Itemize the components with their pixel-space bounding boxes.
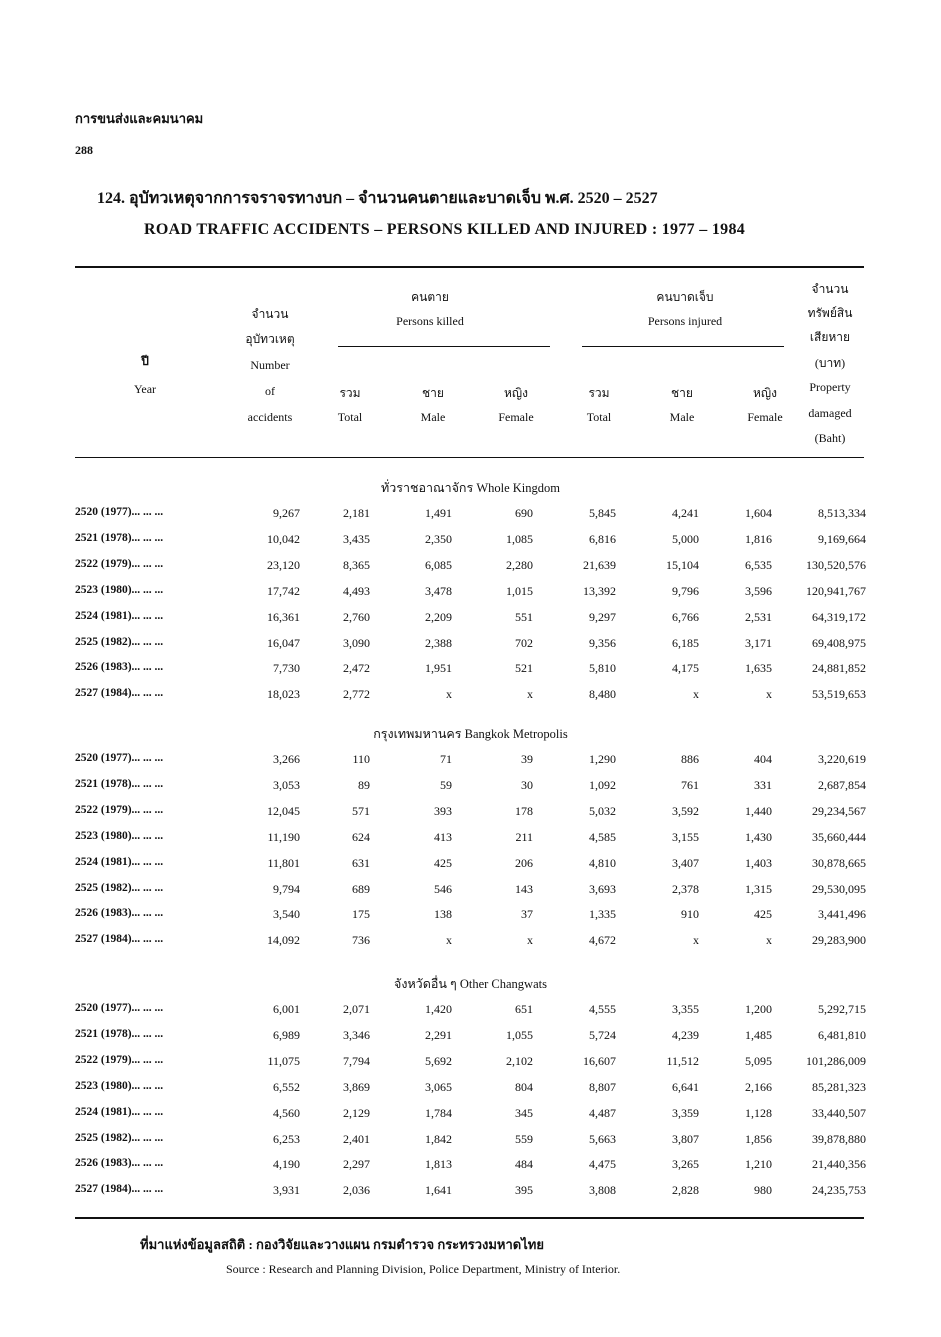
table-cell: 1,092 bbox=[589, 777, 616, 792]
table-cell: 9,794 bbox=[273, 881, 300, 896]
table-cell: 2,687,854 bbox=[818, 777, 866, 792]
table-cell: 18,023 bbox=[267, 687, 300, 702]
table-cell: 345 bbox=[515, 1105, 533, 1120]
table-cell: 2,350 bbox=[425, 531, 452, 546]
table-cell: 1,604 bbox=[745, 506, 772, 520]
table-cell: 30,878,665 bbox=[812, 855, 866, 870]
table-cell: 689 bbox=[352, 881, 370, 896]
table-cell: 571 bbox=[352, 803, 370, 818]
table-cell: 5,724 bbox=[589, 1027, 616, 1042]
table-cell: 39 bbox=[521, 752, 533, 766]
table-cell: 39,878,880 bbox=[812, 1131, 866, 1146]
table-cell: 1,440 bbox=[745, 803, 772, 818]
injured-female-en: Female bbox=[747, 410, 783, 424]
table-cell: 980 bbox=[754, 1183, 772, 1198]
table-cell: 5,845 bbox=[589, 506, 616, 520]
page-number: 288 bbox=[75, 143, 93, 157]
table-title-english: ROAD TRAFFIC ACCIDENTS – PERSONS KILLED AND INJURED : 1977 – 1984 bbox=[144, 221, 746, 238]
table-cell: 4,239 bbox=[672, 1027, 699, 1042]
property-header-en2: damaged bbox=[808, 406, 852, 420]
table-cell: 7,794 bbox=[343, 1053, 370, 1068]
table-cell: 3,065 bbox=[425, 1079, 452, 1094]
table-cell: 120,941,767 bbox=[806, 583, 866, 598]
table-cell: 3,478 bbox=[425, 583, 452, 598]
table-cell: 2,291 bbox=[425, 1027, 452, 1042]
table-cell: 29,530,095 bbox=[812, 881, 866, 896]
source-english: Source : Research and Planning Division, Police Department, Ministry of Interior. bbox=[226, 1262, 621, 1276]
table-cell: x bbox=[766, 933, 772, 948]
table-cell: 1,784 bbox=[425, 1105, 452, 1120]
table-cell: 30 bbox=[521, 777, 533, 792]
table-bottom-rule bbox=[75, 1217, 864, 1219]
row-year: 2525 (1982)... ... ... bbox=[75, 881, 164, 894]
table-cell: 886 bbox=[681, 752, 699, 766]
table-cell: 2,401 bbox=[343, 1131, 370, 1146]
table-cell: 6,766 bbox=[672, 609, 699, 624]
table-cell: 9,169,664 bbox=[818, 531, 866, 546]
table-cell: 2,181 bbox=[343, 506, 370, 520]
table-cell: 6,253 bbox=[273, 1131, 300, 1146]
table-cell: 17,742 bbox=[267, 583, 300, 598]
table-cell: 3,407 bbox=[672, 855, 699, 870]
killed-female-th: หญิง bbox=[504, 386, 528, 400]
table-cell: 624 bbox=[352, 829, 370, 844]
property-header-en1: Property bbox=[809, 380, 851, 394]
table-cell: 5,095 bbox=[745, 1053, 772, 1068]
source-thai: ที่มาแห่งข้อมูลสถิติ : กองวิจัยและวางแผน กรมตำรวจ กระทรวงมหาดไทย bbox=[140, 1237, 544, 1252]
table-cell: 1,335 bbox=[589, 907, 616, 922]
table-cell: 6,552 bbox=[273, 1079, 300, 1094]
table-cell: 175 bbox=[352, 907, 370, 922]
table-cell: x bbox=[527, 933, 533, 948]
table-cell: 910 bbox=[681, 907, 699, 922]
table-cell: x bbox=[527, 687, 533, 702]
table-cell: 6,085 bbox=[425, 557, 452, 572]
table-cell: 4,555 bbox=[589, 1002, 616, 1016]
table-cell: 16,361 bbox=[267, 609, 300, 624]
table-cell: 559 bbox=[515, 1131, 533, 1146]
table-cell: 1,085 bbox=[506, 531, 533, 546]
table-cell: 5,810 bbox=[589, 661, 616, 676]
table-cell: 2,472 bbox=[343, 661, 370, 676]
table-cell: 13,392 bbox=[583, 583, 616, 598]
table-cell: 5,663 bbox=[589, 1131, 616, 1146]
table-cell: 3,053 bbox=[273, 777, 300, 792]
table-cell: 2,102 bbox=[506, 1053, 533, 1068]
row-year: 2521 (1978)... ... ... bbox=[75, 777, 164, 790]
table-cell: 8,807 bbox=[589, 1079, 616, 1094]
injured-male-en: Male bbox=[669, 410, 695, 424]
table-cell: 15,104 bbox=[666, 557, 699, 572]
table-top-rule bbox=[75, 266, 864, 268]
table-cell: 395 bbox=[515, 1183, 533, 1198]
table-cell: 9,356 bbox=[589, 635, 616, 650]
table-cell: 4,672 bbox=[589, 933, 616, 948]
table-cell: 3,359 bbox=[672, 1105, 699, 1120]
table-cell: 3,155 bbox=[672, 829, 699, 844]
table-cell: 2,388 bbox=[425, 635, 452, 650]
table-cell: 1,290 bbox=[589, 752, 616, 766]
killed-male-en: Male bbox=[420, 410, 446, 424]
table-cell: 4,585 bbox=[589, 829, 616, 844]
table-cell: 3,171 bbox=[745, 635, 772, 650]
table-cell: 1,200 bbox=[745, 1002, 772, 1016]
table-cell: 1,420 bbox=[425, 1002, 452, 1016]
row-year: 2521 (1978)... ... ... bbox=[75, 531, 164, 544]
table-cell: 4,493 bbox=[343, 583, 370, 598]
table-cell: 3,596 bbox=[745, 583, 772, 598]
row-year: 2520 (1977)... ... ... bbox=[75, 752, 164, 764]
table-cell: 3,931 bbox=[273, 1183, 300, 1198]
table-cell: 690 bbox=[515, 506, 533, 520]
injured-total-th: รวม bbox=[588, 386, 610, 400]
table-cell: 3,435 bbox=[343, 531, 370, 546]
table-cell: 89 bbox=[358, 777, 370, 792]
table-cell: 3,693 bbox=[589, 881, 616, 896]
property-header-en3: (Baht) bbox=[814, 431, 846, 445]
table-cell: 1,816 bbox=[745, 531, 772, 546]
table-cell: 1,015 bbox=[506, 583, 533, 598]
table-cell: 2,166 bbox=[745, 1079, 772, 1094]
table-cell: 2,828 bbox=[672, 1183, 699, 1198]
table-cell: 6,535 bbox=[745, 557, 772, 572]
table-cell: 6,641 bbox=[672, 1079, 699, 1094]
table-cell: 804 bbox=[515, 1079, 533, 1094]
injured-total-en: Total bbox=[586, 410, 612, 424]
table-cell: 3,869 bbox=[343, 1079, 370, 1094]
row-year: 2521 (1978)... ... ... bbox=[75, 1027, 164, 1040]
table-cell: 206 bbox=[515, 855, 533, 870]
row-year: 2523 (1980)... ... ... bbox=[75, 583, 164, 596]
table-cell: 761 bbox=[681, 777, 699, 792]
table-cell: 29,234,567 bbox=[812, 803, 866, 818]
table-cell: 425 bbox=[434, 855, 452, 870]
row-year: 2524 (1981)... ... ... bbox=[75, 855, 164, 868]
table-cell: 3,441,496 bbox=[818, 907, 866, 922]
table-cell: 110 bbox=[352, 752, 370, 766]
table-cell: 1,951 bbox=[425, 661, 452, 676]
table-cell: 4,810 bbox=[589, 855, 616, 870]
table-cell: 178 bbox=[515, 803, 533, 818]
table-cell: 4,560 bbox=[273, 1105, 300, 1120]
table-cell: 1,485 bbox=[745, 1027, 772, 1042]
table-cell: 143 bbox=[515, 881, 533, 896]
year-header-th: ปี bbox=[141, 354, 149, 368]
table-cell: 6,481,810 bbox=[818, 1027, 866, 1042]
table-title-thai: 124. อุบัทวเหตุจากการจราจรทางบก – จำนวนคนตายและบาดเจ็บ พ.ศ. 2520 – 2527 bbox=[97, 190, 658, 207]
table-cell: 21,440,356 bbox=[812, 1157, 866, 1172]
table-cell: 71 bbox=[440, 752, 452, 766]
injured-female-th: หญิง bbox=[753, 386, 777, 400]
table-cell: 7,730 bbox=[273, 661, 300, 676]
section-title: กรุงเทพมหานคร Bangkok Metropolis bbox=[373, 727, 568, 741]
row-year: 2526 (1983)... ... ... bbox=[75, 1157, 164, 1170]
table-cell: 69,408,975 bbox=[812, 635, 866, 650]
section-title: จังหวัดอื่น ๆ Other Changwats bbox=[394, 977, 547, 991]
table-cell: x bbox=[446, 687, 452, 702]
table-cell: 4,241 bbox=[672, 506, 699, 520]
table-cell: 546 bbox=[434, 881, 452, 896]
property-header-th1: จำนวน bbox=[811, 282, 849, 296]
table-cell: 3,807 bbox=[672, 1131, 699, 1146]
table-cell: 11,190 bbox=[267, 829, 300, 844]
accidents-header-th2: อุบัทวเหตุ bbox=[245, 332, 295, 346]
table-cell: x bbox=[446, 933, 452, 948]
table-cell: 1,641 bbox=[425, 1183, 452, 1198]
row-year: 2524 (1981)... ... ... bbox=[75, 609, 164, 622]
table-cell: 5,000 bbox=[672, 531, 699, 546]
table-cell: 4,475 bbox=[589, 1157, 616, 1172]
row-year: 2520 (1977)... ... ... bbox=[75, 1002, 164, 1014]
table-cell: 12,045 bbox=[267, 803, 300, 818]
row-year: 2522 (1979)... ... ... bbox=[75, 803, 164, 816]
table-cell: x bbox=[693, 687, 699, 702]
table-cell: 10,042 bbox=[267, 531, 300, 546]
table-cell: 2,209 bbox=[425, 609, 452, 624]
table-cell: 1,635 bbox=[745, 661, 772, 676]
table-cell: 211 bbox=[515, 829, 533, 844]
table-cell: 393 bbox=[434, 803, 452, 818]
header-bottom-rule bbox=[75, 457, 864, 458]
table-cell: 702 bbox=[515, 635, 533, 650]
injured-header-th: คนบาดเจ็บ bbox=[656, 290, 714, 304]
table-cell: 138 bbox=[434, 907, 452, 922]
table-cell: 6,816 bbox=[589, 531, 616, 546]
table-cell: 3,808 bbox=[589, 1183, 616, 1198]
table-cell: 6,185 bbox=[672, 635, 699, 650]
table-cell: 4,190 bbox=[273, 1157, 300, 1172]
table-cell: 3,592 bbox=[672, 803, 699, 818]
table-cell: 331 bbox=[754, 777, 772, 792]
row-year: 2525 (1982)... ... ... bbox=[75, 1131, 164, 1144]
row-year: 2524 (1981)... ... ... bbox=[75, 1105, 164, 1118]
table-cell: 631 bbox=[352, 855, 370, 870]
table-cell: 2,772 bbox=[343, 687, 370, 702]
table-cell: 24,881,852 bbox=[812, 661, 866, 676]
table-cell: 1,813 bbox=[425, 1157, 452, 1172]
row-year: 2523 (1980)... ... ... bbox=[75, 1079, 164, 1092]
table-cell: 521 bbox=[515, 661, 533, 676]
killed-header-th: คนตาย bbox=[411, 290, 449, 304]
row-year: 2527 (1984)... ... ... bbox=[75, 1183, 164, 1196]
table-cell: 3,220,619 bbox=[818, 752, 866, 766]
table-cell: 3,540 bbox=[273, 907, 300, 922]
property-header-th3: เสียหาย bbox=[809, 330, 851, 344]
table-cell: 16,607 bbox=[583, 1053, 616, 1068]
killed-female-en: Female bbox=[498, 410, 534, 424]
table-cell: 2,531 bbox=[745, 609, 772, 624]
accidents-header-en3: accidents bbox=[247, 410, 293, 424]
table-cell: 1,315 bbox=[745, 881, 772, 896]
table-cell: x bbox=[766, 687, 772, 702]
table-cell: 11,801 bbox=[267, 855, 300, 870]
table-cell: 2,036 bbox=[343, 1183, 370, 1198]
injured-male-th: ชาย bbox=[671, 386, 693, 400]
accidents-header-en2: of bbox=[265, 384, 275, 398]
table-cell: 9,796 bbox=[672, 583, 699, 598]
table-cell: 6,001 bbox=[273, 1002, 300, 1016]
table-cell: 2,280 bbox=[506, 557, 533, 572]
row-year: 2520 (1977)... ... ... bbox=[75, 506, 164, 518]
table-cell: 130,520,576 bbox=[806, 557, 866, 572]
table-cell: 5,692 bbox=[425, 1053, 452, 1068]
table-cell: 29,283,900 bbox=[812, 933, 866, 948]
table-cell: x bbox=[693, 933, 699, 948]
killed-total-th: รวม bbox=[339, 386, 361, 400]
table-cell: 9,297 bbox=[589, 609, 616, 624]
table-cell: 5,292,715 bbox=[818, 1002, 866, 1016]
row-year: 2523 (1980)... ... ... bbox=[75, 829, 164, 842]
row-year: 2526 (1983)... ... ... bbox=[75, 661, 164, 674]
row-year: 2526 (1983)... ... ... bbox=[75, 907, 164, 920]
table-cell: 3,265 bbox=[672, 1157, 699, 1172]
row-year: 2522 (1979)... ... ... bbox=[75, 557, 164, 570]
killed-group-rule bbox=[338, 346, 550, 347]
accidents-header-en1: Number bbox=[250, 358, 290, 372]
table-cell: 1,403 bbox=[745, 855, 772, 870]
table-cell: 23,120 bbox=[267, 557, 300, 572]
table-cell: 8,365 bbox=[343, 557, 370, 572]
table-cell: 1,430 bbox=[745, 829, 772, 844]
table-cell: 64,319,172 bbox=[812, 609, 866, 624]
table-cell: 101,286,009 bbox=[806, 1053, 866, 1068]
row-year: 2525 (1982)... ... ... bbox=[75, 635, 164, 648]
table-cell: 413 bbox=[434, 829, 452, 844]
row-year: 2527 (1984)... ... ... bbox=[75, 933, 164, 946]
row-year: 2522 (1979)... ... ... bbox=[75, 1053, 164, 1066]
table-cell: 33,440,507 bbox=[812, 1105, 866, 1120]
table-cell: 3,266 bbox=[273, 752, 300, 766]
table-cell: 53,519,653 bbox=[812, 687, 866, 702]
property-header-th4: (บาท) bbox=[814, 356, 846, 370]
table-cell: 8,480 bbox=[589, 687, 616, 702]
accidents-header-th1: จำนวน bbox=[251, 307, 289, 321]
injured-header-en: Persons injured bbox=[647, 314, 723, 328]
property-header-th2: ทรัพย์สิน bbox=[807, 306, 853, 320]
table-cell: 9,267 bbox=[273, 506, 300, 520]
table-cell: 736 bbox=[352, 933, 370, 948]
table-cell: 4,487 bbox=[589, 1105, 616, 1120]
table-cell: 2,760 bbox=[343, 609, 370, 624]
injured-group-rule bbox=[582, 346, 784, 347]
table-cell: 1,210 bbox=[745, 1157, 772, 1172]
table-cell: 484 bbox=[515, 1157, 533, 1172]
table-cell: 2,129 bbox=[343, 1105, 370, 1120]
killed-male-th: ชาย bbox=[422, 386, 444, 400]
table-cell: 11,075 bbox=[267, 1053, 300, 1068]
section-title: ทั่วราชอาณาจักร Whole Kingdom bbox=[380, 481, 561, 495]
table-cell: 4,175 bbox=[672, 661, 699, 676]
table-cell: 8,513,334 bbox=[818, 506, 866, 520]
table-cell: 1,128 bbox=[745, 1105, 772, 1120]
table-cell: 3,346 bbox=[343, 1027, 370, 1042]
table-cell: 551 bbox=[515, 609, 533, 624]
killed-total-en: Total bbox=[337, 410, 363, 424]
table-cell: 1,491 bbox=[425, 506, 452, 520]
row-year: 2527 (1984)... ... ... bbox=[75, 687, 164, 700]
table-cell: 24,235,753 bbox=[812, 1183, 866, 1198]
section-header: การขนส่งและคมนาคม bbox=[75, 111, 204, 126]
table-cell: 85,281,323 bbox=[812, 1079, 866, 1094]
table-cell: 1,842 bbox=[425, 1131, 452, 1146]
table-cell: 37 bbox=[521, 907, 533, 922]
table-cell: 425 bbox=[754, 907, 772, 922]
table-cell: 3,355 bbox=[672, 1002, 699, 1016]
year-header-en: Year bbox=[133, 382, 157, 396]
table-cell: 3,090 bbox=[343, 635, 370, 650]
table-cell: 6,989 bbox=[273, 1027, 300, 1042]
table-cell: 59 bbox=[440, 777, 452, 792]
table-cell: 16,047 bbox=[267, 635, 300, 650]
table-cell: 21,639 bbox=[583, 557, 616, 572]
table-cell: 651 bbox=[515, 1002, 533, 1016]
killed-header-en: Persons killed bbox=[396, 314, 464, 328]
table-cell: 5,032 bbox=[589, 803, 616, 818]
table-cell: 404 bbox=[754, 752, 772, 766]
table-cell: 2,378 bbox=[672, 881, 699, 896]
table-cell: 2,071 bbox=[343, 1002, 370, 1016]
table-cell: 14,092 bbox=[267, 933, 300, 948]
table-cell: 11,512 bbox=[666, 1053, 699, 1068]
table-cell: 2,297 bbox=[343, 1157, 370, 1172]
table-cell: 1,055 bbox=[506, 1027, 533, 1042]
table-cell: 1,856 bbox=[745, 1131, 772, 1146]
table-cell: 35,660,444 bbox=[812, 829, 866, 844]
